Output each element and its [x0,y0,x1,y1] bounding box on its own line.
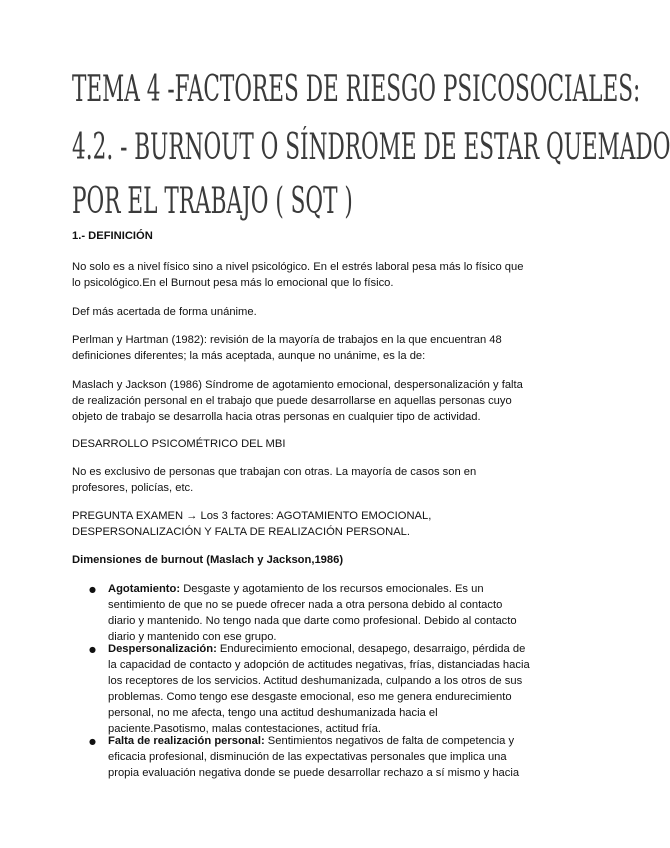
list-item-line [108,733,514,750]
paragraph-line: No solo es a nivel físico sino a nivel psicológico. En el estrés laboral pesa más lo físico que [72,261,524,273]
section-heading-definicion: 1.- DEFINICIÓN [72,230,153,242]
paragraph-line: Perlman y Hartman (1982): revisión de la mayoría de trabajos en la que encuentran 48 [72,334,502,346]
paragraph-line: DESARROLLO PSICOMÉTRICO DEL MBI [72,438,286,450]
bullet-text: Desgaste y agotamiento de los recursos emocionales. Es un [180,583,484,595]
paragraph-line: definiciones diferentes; la más aceptada, aunque no unánime, es la de: [72,350,426,362]
paragraph-line: Def más acertada de forma unánime. [72,306,257,318]
list-item-line: personal, no me afecta, tengo una actitud deshumanizada hacia el [108,707,438,719]
paragraph-line: profesores, policías, etc. [72,482,194,494]
list-item-line: paciente.Pasotismo, malas contestaciones, actitud fría. [108,723,381,735]
paragraph-line: PREGUNTA EXAMEN → Los 3 factores: AGOTAMIENTO EMOCIONAL, [72,510,432,522]
list-item-line: problemas. Como tengo ese desgaste emocional, eso me genera endurecimiento [108,691,512,703]
list-item-line: los receptores de los servicios. Actitud deshumanizada, culpando a los otros de sus [108,675,523,687]
list-item-line: diario y mantenido con ese grupo. [108,631,277,643]
page-title-line-3: POR EL TRABAJO ( SQT ) [72,181,353,222]
page-title-line-1: TEMA 4 -FACTORES DE RIESGO PSICOSOCIALES: [72,69,641,110]
list-item-line: la capacidad de contacto y adopción de actitudes negativas, frías, distanciadas hacia [108,659,530,671]
bullet-term: Despersonalización: [108,643,217,655]
paragraph-line: No es exclusivo de personas que trabajan con otras. La mayoría de casos son en [72,466,477,478]
list-item-line: diario y mantenido. No tengo nada que darte como profesional. Debido al contacto [108,615,517,627]
paragraph-line: DESPERSONALIZACIÓN Y FALTA DE REALIZACIÓN PERSONAL. [72,526,410,538]
list-item-line [108,641,525,658]
list-item-line: sentimiento de que no se puede ofrecer nada a otra persona debido al contacto [108,599,503,611]
list-item-line: eficacia profesional, disminución de las expectativas personales que implica una [108,751,507,763]
page-title-line-2: 4.2. - BURNOUT O SÍNDROME DE ESTAR QUEMADO [72,127,670,168]
bullet-term: Falta de realización personal: [108,735,265,747]
paragraph-line: de realización personal en el trabajo que puede desarrollarse en aquellas personas cuyo [72,395,512,407]
bullet-icon: ● [89,585,96,594]
list-item-line [108,581,484,598]
bullet-text: Sentimientos negativos de falta de competencia y [264,735,515,747]
bullet-term: Agotamiento: [108,583,181,595]
bullet-icon: ● [89,737,96,746]
list-item-line: propia evaluación negativa donde se puede desarrollar rechazo a sí mismo y hacia [108,767,520,779]
bullet-icon: ● [89,645,96,654]
subsection-heading-dimensiones: Dimensiones de burnout (Maslach y Jackson,1986) [72,554,344,566]
paragraph-line: lo psicológico.En el Burnout pesa más lo emocional que lo físico. [72,277,394,289]
paragraph-line: objeto de trabajo se desarrolla hacia otras personas en cualquier tipo de actividad. [72,411,481,423]
paragraph-line: Maslach y Jackson (1986) Síndrome de agotamiento emocional, despersonalización y falta [72,379,523,391]
bullet-text: Endurecimiento emocional, desapego, desarraigo, pérdida de [216,643,526,655]
